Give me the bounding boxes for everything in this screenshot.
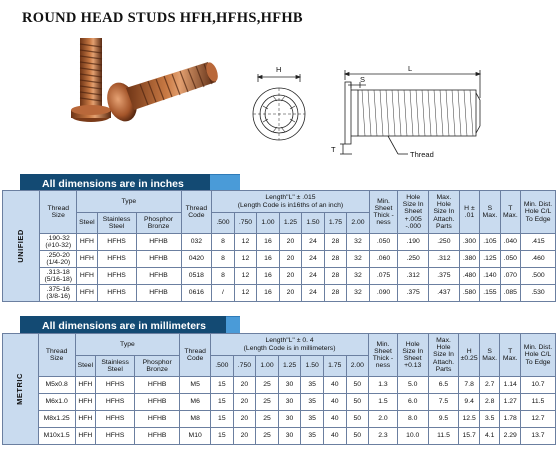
cell-length: 20 bbox=[279, 234, 302, 251]
cell-code: M10 bbox=[180, 428, 211, 445]
col-thread-code: Thread Code bbox=[181, 191, 212, 234]
cell-hole: .312 bbox=[398, 268, 429, 285]
cell-length: 12 bbox=[234, 251, 257, 268]
cell-length: 8 bbox=[212, 234, 235, 251]
table-row bbox=[3, 394, 556, 411]
col-length-value: 1.75 bbox=[323, 356, 346, 377]
cell-dist: .530 bbox=[521, 285, 556, 302]
cell-max-hole: .250 bbox=[429, 234, 460, 251]
cell-dist: .460 bbox=[521, 251, 556, 268]
col-phosphor: Phosphor Bronze bbox=[136, 213, 181, 234]
cell-length: 28 bbox=[324, 268, 347, 285]
cell-phosphor: HFHB bbox=[136, 285, 181, 302]
cell-hole: 8.0 bbox=[397, 411, 428, 428]
cell-length: 24 bbox=[302, 285, 325, 302]
cell-code: M6 bbox=[180, 394, 211, 411]
cell-length: 35 bbox=[301, 411, 324, 428]
cell-dist: 13.7 bbox=[520, 428, 555, 445]
cell-code: 0518 bbox=[181, 268, 212, 285]
col-max-hole: Max. Hole Size In Attach. Parts bbox=[428, 334, 459, 377]
cell-length: 35 bbox=[301, 428, 324, 445]
col-thread-size: Thread Size bbox=[40, 191, 77, 234]
col-length-value: 1.50 bbox=[302, 213, 325, 234]
cell-s: 2.8 bbox=[479, 394, 500, 411]
cell-length: 50 bbox=[346, 377, 369, 394]
cell-dist: .500 bbox=[521, 268, 556, 285]
cell-hole: 5.0 bbox=[397, 377, 428, 394]
cell-phosphor: HFHB bbox=[136, 251, 181, 268]
cell-length: 8 bbox=[212, 251, 235, 268]
cell-length: 40 bbox=[323, 411, 346, 428]
cell-stainless: HFHS bbox=[97, 234, 136, 251]
cell-length: 50 bbox=[346, 394, 369, 411]
cell-length: 15 bbox=[211, 394, 234, 411]
table-row bbox=[3, 251, 556, 268]
cell-length: 30 bbox=[278, 411, 301, 428]
cell-size: M6x1.0 bbox=[38, 394, 75, 411]
cell-min-sheet: 2.0 bbox=[369, 411, 398, 428]
cell-length: 16 bbox=[257, 251, 280, 268]
cell-min-sheet: .090 bbox=[369, 285, 398, 302]
col-t: T Max. bbox=[500, 191, 520, 234]
cell-s: 3.5 bbox=[479, 411, 500, 428]
cell-length: 32 bbox=[347, 285, 370, 302]
cell-length: 25 bbox=[256, 394, 279, 411]
cell-length: 20 bbox=[233, 377, 256, 394]
cell-length: 30 bbox=[278, 377, 301, 394]
cell-length: 20 bbox=[233, 428, 256, 445]
cell-length: 28 bbox=[324, 285, 347, 302]
cell-dist: 11.5 bbox=[520, 394, 555, 411]
cell-s: .140 bbox=[480, 268, 500, 285]
col-min-dist: Min. Dist. Hole C/L To Edge bbox=[520, 334, 555, 377]
cell-h: 9.4 bbox=[459, 394, 480, 411]
cell-t: 1.78 bbox=[500, 411, 521, 428]
cell-phosphor: HFHB bbox=[135, 377, 180, 394]
cell-s: 4.1 bbox=[479, 428, 500, 445]
cell-length: 24 bbox=[302, 251, 325, 268]
col-length-value: 1.50 bbox=[301, 356, 324, 377]
cell-steel: HFH bbox=[75, 394, 96, 411]
unified-side-label: UNIFIED bbox=[3, 191, 40, 302]
col-thread-code: Thread Code bbox=[180, 334, 211, 377]
cell-hole: .250 bbox=[398, 251, 429, 268]
cell-hole: .190 bbox=[398, 234, 429, 251]
dim-l-label: L bbox=[408, 64, 413, 73]
col-min-sheet: Min. Sheet Thick -ness bbox=[369, 334, 398, 377]
cell-steel: HFH bbox=[75, 411, 96, 428]
cell-s: 2.7 bbox=[479, 377, 500, 394]
cell-length: 25 bbox=[256, 428, 279, 445]
table-row bbox=[3, 234, 556, 251]
cell-length: 50 bbox=[346, 428, 369, 445]
cell-length: 16 bbox=[257, 234, 280, 251]
col-hole-size: Hole Size In Sheet +.005 -.000 bbox=[398, 191, 429, 234]
cell-length: 20 bbox=[279, 251, 302, 268]
cell-hole: .375 bbox=[398, 285, 429, 302]
cell-length: 32 bbox=[347, 251, 370, 268]
table-row bbox=[3, 377, 556, 394]
metric-banner: All dimensions are in millimeters bbox=[20, 316, 226, 336]
cell-steel: HFH bbox=[77, 251, 97, 268]
col-s: S Max. bbox=[480, 191, 500, 234]
cell-stainless: HFHS bbox=[97, 285, 136, 302]
cell-steel: HFH bbox=[77, 234, 97, 251]
cell-size: M8x1.25 bbox=[38, 411, 75, 428]
table-row bbox=[3, 428, 556, 445]
col-max-hole: Max. Hole Size In Attach. Parts bbox=[429, 191, 460, 234]
cell-t: 1.27 bbox=[500, 394, 521, 411]
col-steel: Steel bbox=[75, 356, 96, 377]
col-hole-size: Hole Size In Sheet +0.13 bbox=[397, 334, 428, 377]
table-row bbox=[3, 268, 556, 285]
cell-h: .300 bbox=[459, 234, 479, 251]
cell-stainless: HFHS bbox=[96, 428, 135, 445]
cell-dist: .415 bbox=[521, 234, 556, 251]
cell-code: 0616 bbox=[181, 285, 212, 302]
cell-length: 40 bbox=[323, 377, 346, 394]
cell-length: 50 bbox=[346, 411, 369, 428]
cell-code: 0420 bbox=[181, 251, 212, 268]
cell-size: M10x1.5 bbox=[38, 428, 75, 445]
cell-h: .380 bbox=[459, 251, 479, 268]
metric-spec-table bbox=[2, 333, 556, 445]
col-thread-size: Thread Size bbox=[38, 334, 75, 377]
cell-code: M5 bbox=[180, 377, 211, 394]
cell-size: .250-20 (1/4-20) bbox=[40, 251, 77, 268]
cell-length: 20 bbox=[279, 268, 302, 285]
cell-t: .050 bbox=[500, 251, 520, 268]
dim-s-label: S bbox=[360, 75, 366, 84]
cell-t: 2.29 bbox=[500, 428, 521, 445]
cell-length: 28 bbox=[324, 251, 347, 268]
cell-phosphor: HFHB bbox=[135, 411, 180, 428]
cell-length: 12 bbox=[234, 268, 257, 285]
cell-length: 15 bbox=[211, 411, 234, 428]
col-length-value: 1.75 bbox=[324, 213, 347, 234]
cell-min-sheet: .050 bbox=[369, 234, 398, 251]
cell-t: 1.14 bbox=[500, 377, 521, 394]
cell-length: 35 bbox=[301, 377, 324, 394]
cell-phosphor: HFHB bbox=[136, 268, 181, 285]
cell-length: 15 bbox=[211, 428, 234, 445]
col-stainless: Stainless Steel bbox=[97, 213, 136, 234]
cell-steel: HFH bbox=[75, 428, 96, 445]
cell-length: 40 bbox=[323, 428, 346, 445]
cell-h: .480 bbox=[459, 268, 479, 285]
cell-max-hole: .312 bbox=[429, 251, 460, 268]
col-length-value: 1.00 bbox=[257, 213, 280, 234]
cell-length: 20 bbox=[233, 394, 256, 411]
cell-size: .375-16 (3/8-16) bbox=[40, 285, 77, 302]
metric-side-label: METRIC bbox=[3, 334, 39, 445]
cell-max-hole: 7.5 bbox=[428, 394, 459, 411]
cell-length: 32 bbox=[347, 234, 370, 251]
cell-t: .040 bbox=[500, 234, 520, 251]
cell-max-hole: .375 bbox=[429, 268, 460, 285]
col-length-value: .500 bbox=[212, 213, 235, 234]
col-min-dist: Min. Dist. Hole C/L To Edge bbox=[521, 191, 556, 234]
col-type: Type bbox=[77, 191, 181, 213]
page-title: ROUND HEAD STUDS HFH,HFHS,HFHB bbox=[22, 10, 303, 26]
cell-h: 12.5 bbox=[459, 411, 480, 428]
cell-code: M8 bbox=[180, 411, 211, 428]
cell-size: M5x0.8 bbox=[38, 377, 75, 394]
col-length-value: 1.25 bbox=[279, 213, 302, 234]
cell-length: 30 bbox=[278, 428, 301, 445]
col-length-value: 1.00 bbox=[256, 356, 279, 377]
cell-steel: HFH bbox=[77, 285, 97, 302]
inch-spec-table bbox=[2, 190, 556, 302]
cell-length: 40 bbox=[323, 394, 346, 411]
col-h: H ± .01 bbox=[459, 191, 479, 234]
cell-length: 20 bbox=[279, 285, 302, 302]
cell-length: 25 bbox=[256, 411, 279, 428]
cell-max-hole: .437 bbox=[429, 285, 460, 302]
cell-dist: 12.7 bbox=[520, 411, 555, 428]
col-min-sheet: Min. Sheet Thick -ness bbox=[369, 191, 398, 234]
cell-max-hole: 9.5 bbox=[428, 411, 459, 428]
technical-drawing bbox=[248, 60, 498, 168]
inch-banner: All dimensions are in inches bbox=[20, 174, 210, 194]
cell-h: .580 bbox=[459, 285, 479, 302]
col-stainless: Stainless Steel bbox=[96, 356, 135, 377]
col-length-value: .750 bbox=[234, 213, 257, 234]
cell-h: 15.7 bbox=[459, 428, 480, 445]
col-h: H ±0.25 bbox=[459, 334, 480, 377]
cell-t: .085 bbox=[500, 285, 520, 302]
cell-stainless: HFHS bbox=[96, 394, 135, 411]
col-t: T Max. bbox=[500, 334, 521, 377]
cell-length: 20 bbox=[233, 411, 256, 428]
cell-min-sheet: 2.3 bbox=[369, 428, 398, 445]
table-row bbox=[3, 411, 556, 428]
cell-length: 25 bbox=[256, 377, 279, 394]
cell-length: 12 bbox=[234, 285, 257, 302]
cell-min-sheet: .060 bbox=[369, 251, 398, 268]
cell-size: .190-32 (#10-32) bbox=[40, 234, 77, 251]
cell-length: 16 bbox=[257, 285, 280, 302]
col-length-value: .500 bbox=[211, 356, 234, 377]
col-type: Type bbox=[75, 334, 180, 356]
cell-phosphor: HFHB bbox=[136, 234, 181, 251]
cell-length: 24 bbox=[302, 268, 325, 285]
cell-length: 12 bbox=[234, 234, 257, 251]
col-length-value: 2.00 bbox=[346, 356, 369, 377]
cell-hole: 10.0 bbox=[397, 428, 428, 445]
col-length-value: 1.25 bbox=[278, 356, 301, 377]
cell-max-hole: 11.5 bbox=[428, 428, 459, 445]
table-row bbox=[3, 285, 556, 302]
col-length: Length"L" ± .015 (Length Code is in16ths of an inch) bbox=[212, 191, 370, 213]
dim-t-label: T bbox=[331, 145, 336, 154]
cell-min-sheet: 1.5 bbox=[369, 394, 398, 411]
cell-s: .125 bbox=[480, 251, 500, 268]
cell-length: 28 bbox=[324, 234, 347, 251]
cell-steel: HFH bbox=[77, 268, 97, 285]
col-s: S Max. bbox=[479, 334, 500, 377]
col-length: Length"L" ± 0. 4 (Length Code is in millimeters) bbox=[211, 334, 369, 356]
cell-stainless: HFHS bbox=[96, 411, 135, 428]
cell-s: .105 bbox=[480, 234, 500, 251]
cell-max-hole: 6.5 bbox=[428, 377, 459, 394]
cell-code: 032 bbox=[181, 234, 212, 251]
cell-length: 16 bbox=[257, 268, 280, 285]
col-steel: Steel bbox=[77, 213, 97, 234]
cell-stainless: HFHS bbox=[97, 251, 136, 268]
cell-s: .155 bbox=[480, 285, 500, 302]
cell-length: 8 bbox=[212, 268, 235, 285]
cell-steel: HFH bbox=[75, 377, 96, 394]
dim-h-label: H bbox=[276, 65, 282, 74]
cell-length: 30 bbox=[278, 394, 301, 411]
cell-phosphor: HFHB bbox=[135, 394, 180, 411]
thread-label: Thread bbox=[410, 150, 434, 159]
cell-min-sheet: 1.3 bbox=[369, 377, 398, 394]
cell-phosphor: HFHB bbox=[135, 428, 180, 445]
cell-length: / bbox=[212, 285, 235, 302]
cell-t: .070 bbox=[500, 268, 520, 285]
cell-size: .313-18 (5/16-18) bbox=[40, 268, 77, 285]
cell-length: 35 bbox=[301, 394, 324, 411]
cell-hole: 6.0 bbox=[397, 394, 428, 411]
stud-photo bbox=[70, 32, 220, 142]
cell-length: 15 bbox=[211, 377, 234, 394]
cell-length: 24 bbox=[302, 234, 325, 251]
col-phosphor: Phosphor Bronze bbox=[135, 356, 180, 377]
cell-length: 32 bbox=[347, 268, 370, 285]
cell-min-sheet: .075 bbox=[369, 268, 398, 285]
cell-stainless: HFHS bbox=[97, 268, 136, 285]
col-length-value: 2.00 bbox=[347, 213, 370, 234]
cell-dist: 10.7 bbox=[520, 377, 555, 394]
cell-h: 7.8 bbox=[459, 377, 480, 394]
cell-stainless: HFHS bbox=[96, 377, 135, 394]
col-length-value: .750 bbox=[233, 356, 256, 377]
